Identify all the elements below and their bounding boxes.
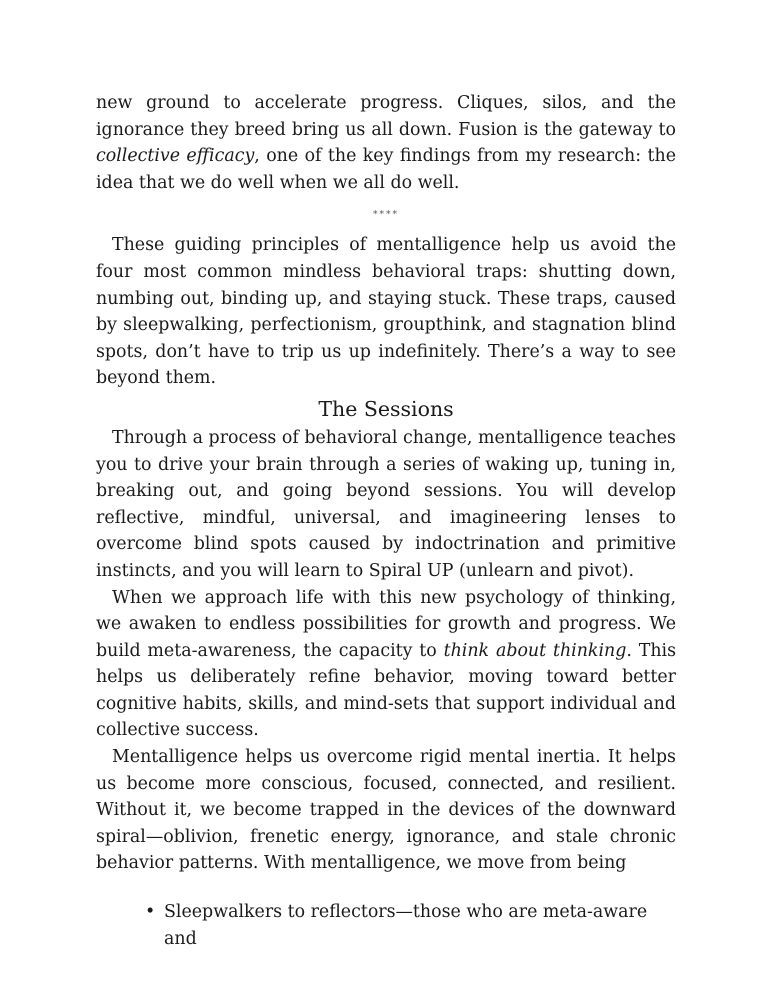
list-item	[145, 899, 676, 952]
paragraph-1-emphasis: collective efficacy	[96, 146, 255, 167]
bullet-marker: •	[145, 902, 156, 923]
paragraph-1-text-a: new ground to accelerate progress. Cliques, silos, and the ignorance they breed bring us all down. Fusion is the gateway to	[96, 93, 676, 140]
paragraph-4-emphasis: think about thinking	[443, 640, 627, 661]
paragraph-3: Through a process of behavioral change, mentalligence teaches you to drive your brain through a series of waking up, tuning in, breaking out, and going beyond sessions. You will develop reflective, mindful, universal, and imagineering lenses to overcome blind spots caused by indoctrination and primitive instincts, and you will learn to Spiral UP (unlearn and pivot).	[96, 427, 676, 581]
paragraph-1-text-b: , one of the key findings from my research: the idea that we do well when we all do well.	[96, 146, 676, 193]
paragraph-2: These guiding principles of mentalligence help us avoid the four most common mindless behavioral traps: shutting down, numbing out, binding up, and staying stuck. These traps, caused by sleepwalking, perfectionism, groupthink, and stagnation blind spots, don’t have to trip us up indefinitely. There’s a way to see beyond them.	[96, 235, 676, 389]
section-heading: The Sessions	[318, 396, 454, 421]
paragraph-4-text-b: . This helps us deliberately refine behavior, moving toward better cognitive habits, skills, and mind-sets that support individual and collective success.	[96, 640, 677, 741]
paragraph-1	[96, 90, 676, 196]
paragraph-4	[96, 585, 676, 745]
paragraph-5: Mentalligence helps us overcome rigid mental inertia. It helps us become more conscious, focused, connected, and resilient. Without it, we become trapped in the devices of the downward spiral—oblivion, frenetic energy, ignorance, and stale chronic behavior patterns. With mentalligence, we move from being	[96, 747, 676, 874]
paragraph-4-text-a: When we approach life with this new psychology of thinking, we awaken to endless possibilities for growth and progress. We build meta-awareness, the capacity to	[96, 587, 676, 661]
bullet-list	[96, 899, 676, 952]
list-item-text: Sleepwalkers to reflectors—those who are meta-aware and	[164, 902, 648, 949]
section-separator: ****	[373, 210, 399, 221]
